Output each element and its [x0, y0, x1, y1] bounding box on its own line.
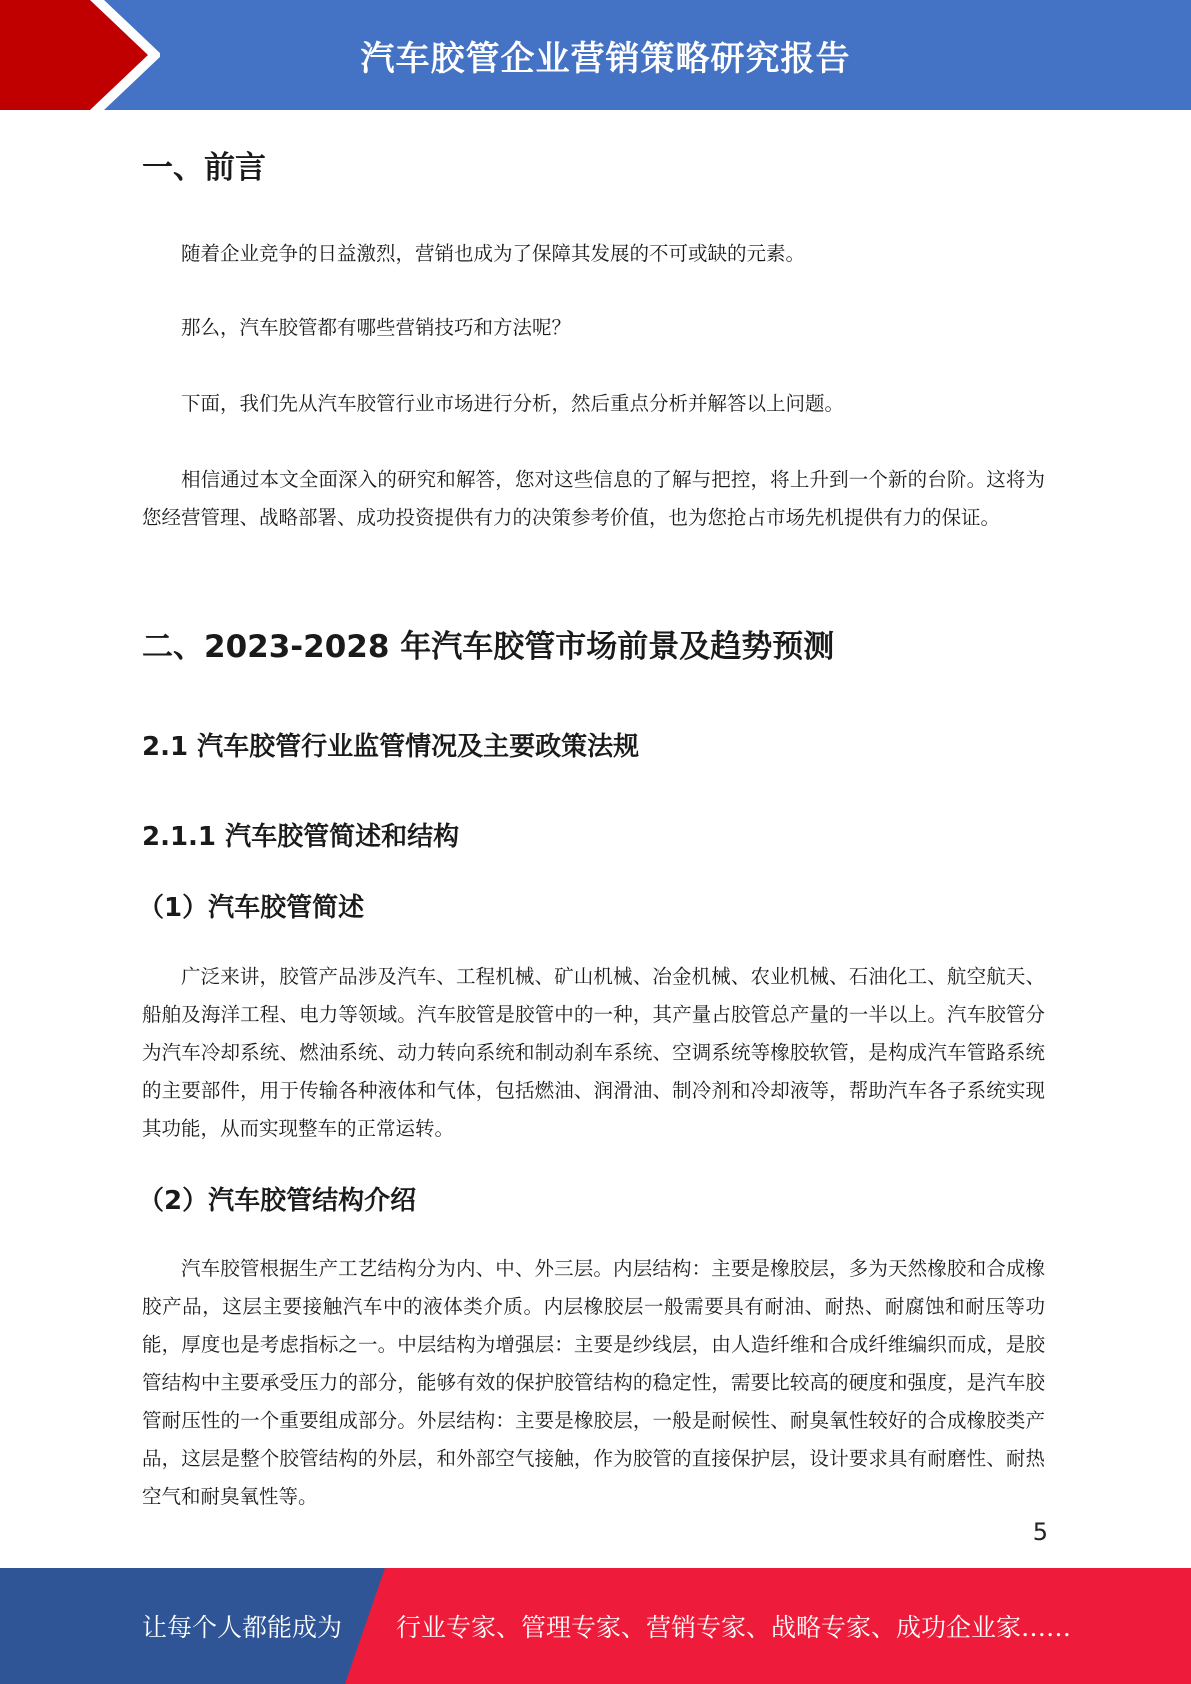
paragraph-foreword-1: 随着企业竞争的日益激烈，营销也成为了保障其发展的不可或缺的元素。: [181, 242, 806, 265]
header-band: [0, 0, 1191, 110]
section-heading-foreword: 一、前言: [142, 150, 266, 186]
footer-band: [0, 1568, 1191, 1684]
paragraph-foreword-4: 相信通过本文全面深入的研究和解答，您对这些信息的了解与把控，将上升到一个新的台阶。这将为您经营管理、战略部署、成功投资提供有力的决策参考价值，也为您抢占市场先机提供有力的保证。: [142, 468, 1045, 529]
item-heading-overview: （1）汽车胶管简述: [138, 893, 365, 923]
item-heading-structure: （2）汽车胶管结构介绍: [138, 1186, 417, 1216]
paragraph-foreword-3: 下面，我们先从汽车胶管行业市场进行分析，然后重点分析并解答以上问题。: [181, 392, 845, 415]
footer-slogan-left: 让每个人都能成为: [142, 1613, 343, 1642]
subsection-heading-2-1: 2.1 汽车胶管行业监管情况及主要政策法规: [142, 732, 640, 762]
report-title: 汽车胶管企业营销策略研究报告: [360, 38, 851, 79]
footer-slogan-right: 行业专家、管理专家、营销专家、战略专家、成功企业家……: [396, 1613, 1072, 1642]
subsection-heading-2-1-1: 2.1.1 汽车胶管简述和结构: [142, 822, 460, 852]
section-heading-outlook: 二、2023-2028 年汽车胶管市场前景及趋势预测: [142, 629, 835, 665]
page-number: 5: [1032, 1518, 1048, 1546]
paragraph-overview: 广泛来讲，胶管产品涉及汽车、工程机械、矿山机械、冶金机械、农业机械、石油化工、航空航天、船舶及海洋工程、电力等领域。汽车胶管是胶管中的一种，其产量占胶管总产量的一半以上。汽车胶管分为汽车冷却系统、燃油系统、动力转向系统和制动刹车系统、空调系统等橡胶软管，是构成汽车管路系统的主要部件，用于传输各种液体和气体，包括燃油、润滑油、制冷剂和冷却液等，帮助汽车各子系统实现其功能，从而实现整车的正常运转。: [142, 965, 1045, 1140]
paragraph-foreword-2: 那么，汽车胶管都有哪些营销技巧和方法呢？: [181, 316, 572, 339]
paragraph-structure: 汽车胶管根据生产工艺结构分为内、中、外三层。内层结构：主要是橡胶层，多为天然橡胶和合成橡胶产品，这层主要接触汽车中的液体类介质。内层橡胶层一般需要具有耐油、耐热、耐腐蚀和耐压等功能，厚度也是考虑指标之一。中层结构为增强层：主要是纱线层，由人造纤维和合成纤维编织而成，是胶管结构中主要承受压力的部分，能够有效的保护胶管结构的稳定性，需要比较高的硬度和强度，是汽车胶管耐压性的一个重要组成部分。外层结构：主要是橡胶层，一般是耐候性、耐臭氧性较好的合成橡胶类产品，这层是整个胶管结构的外层，和外部空气接触，作为胶管的直接保护层，设计要求具有耐磨性、耐热空气和耐臭氧性等。: [142, 1257, 1045, 1508]
